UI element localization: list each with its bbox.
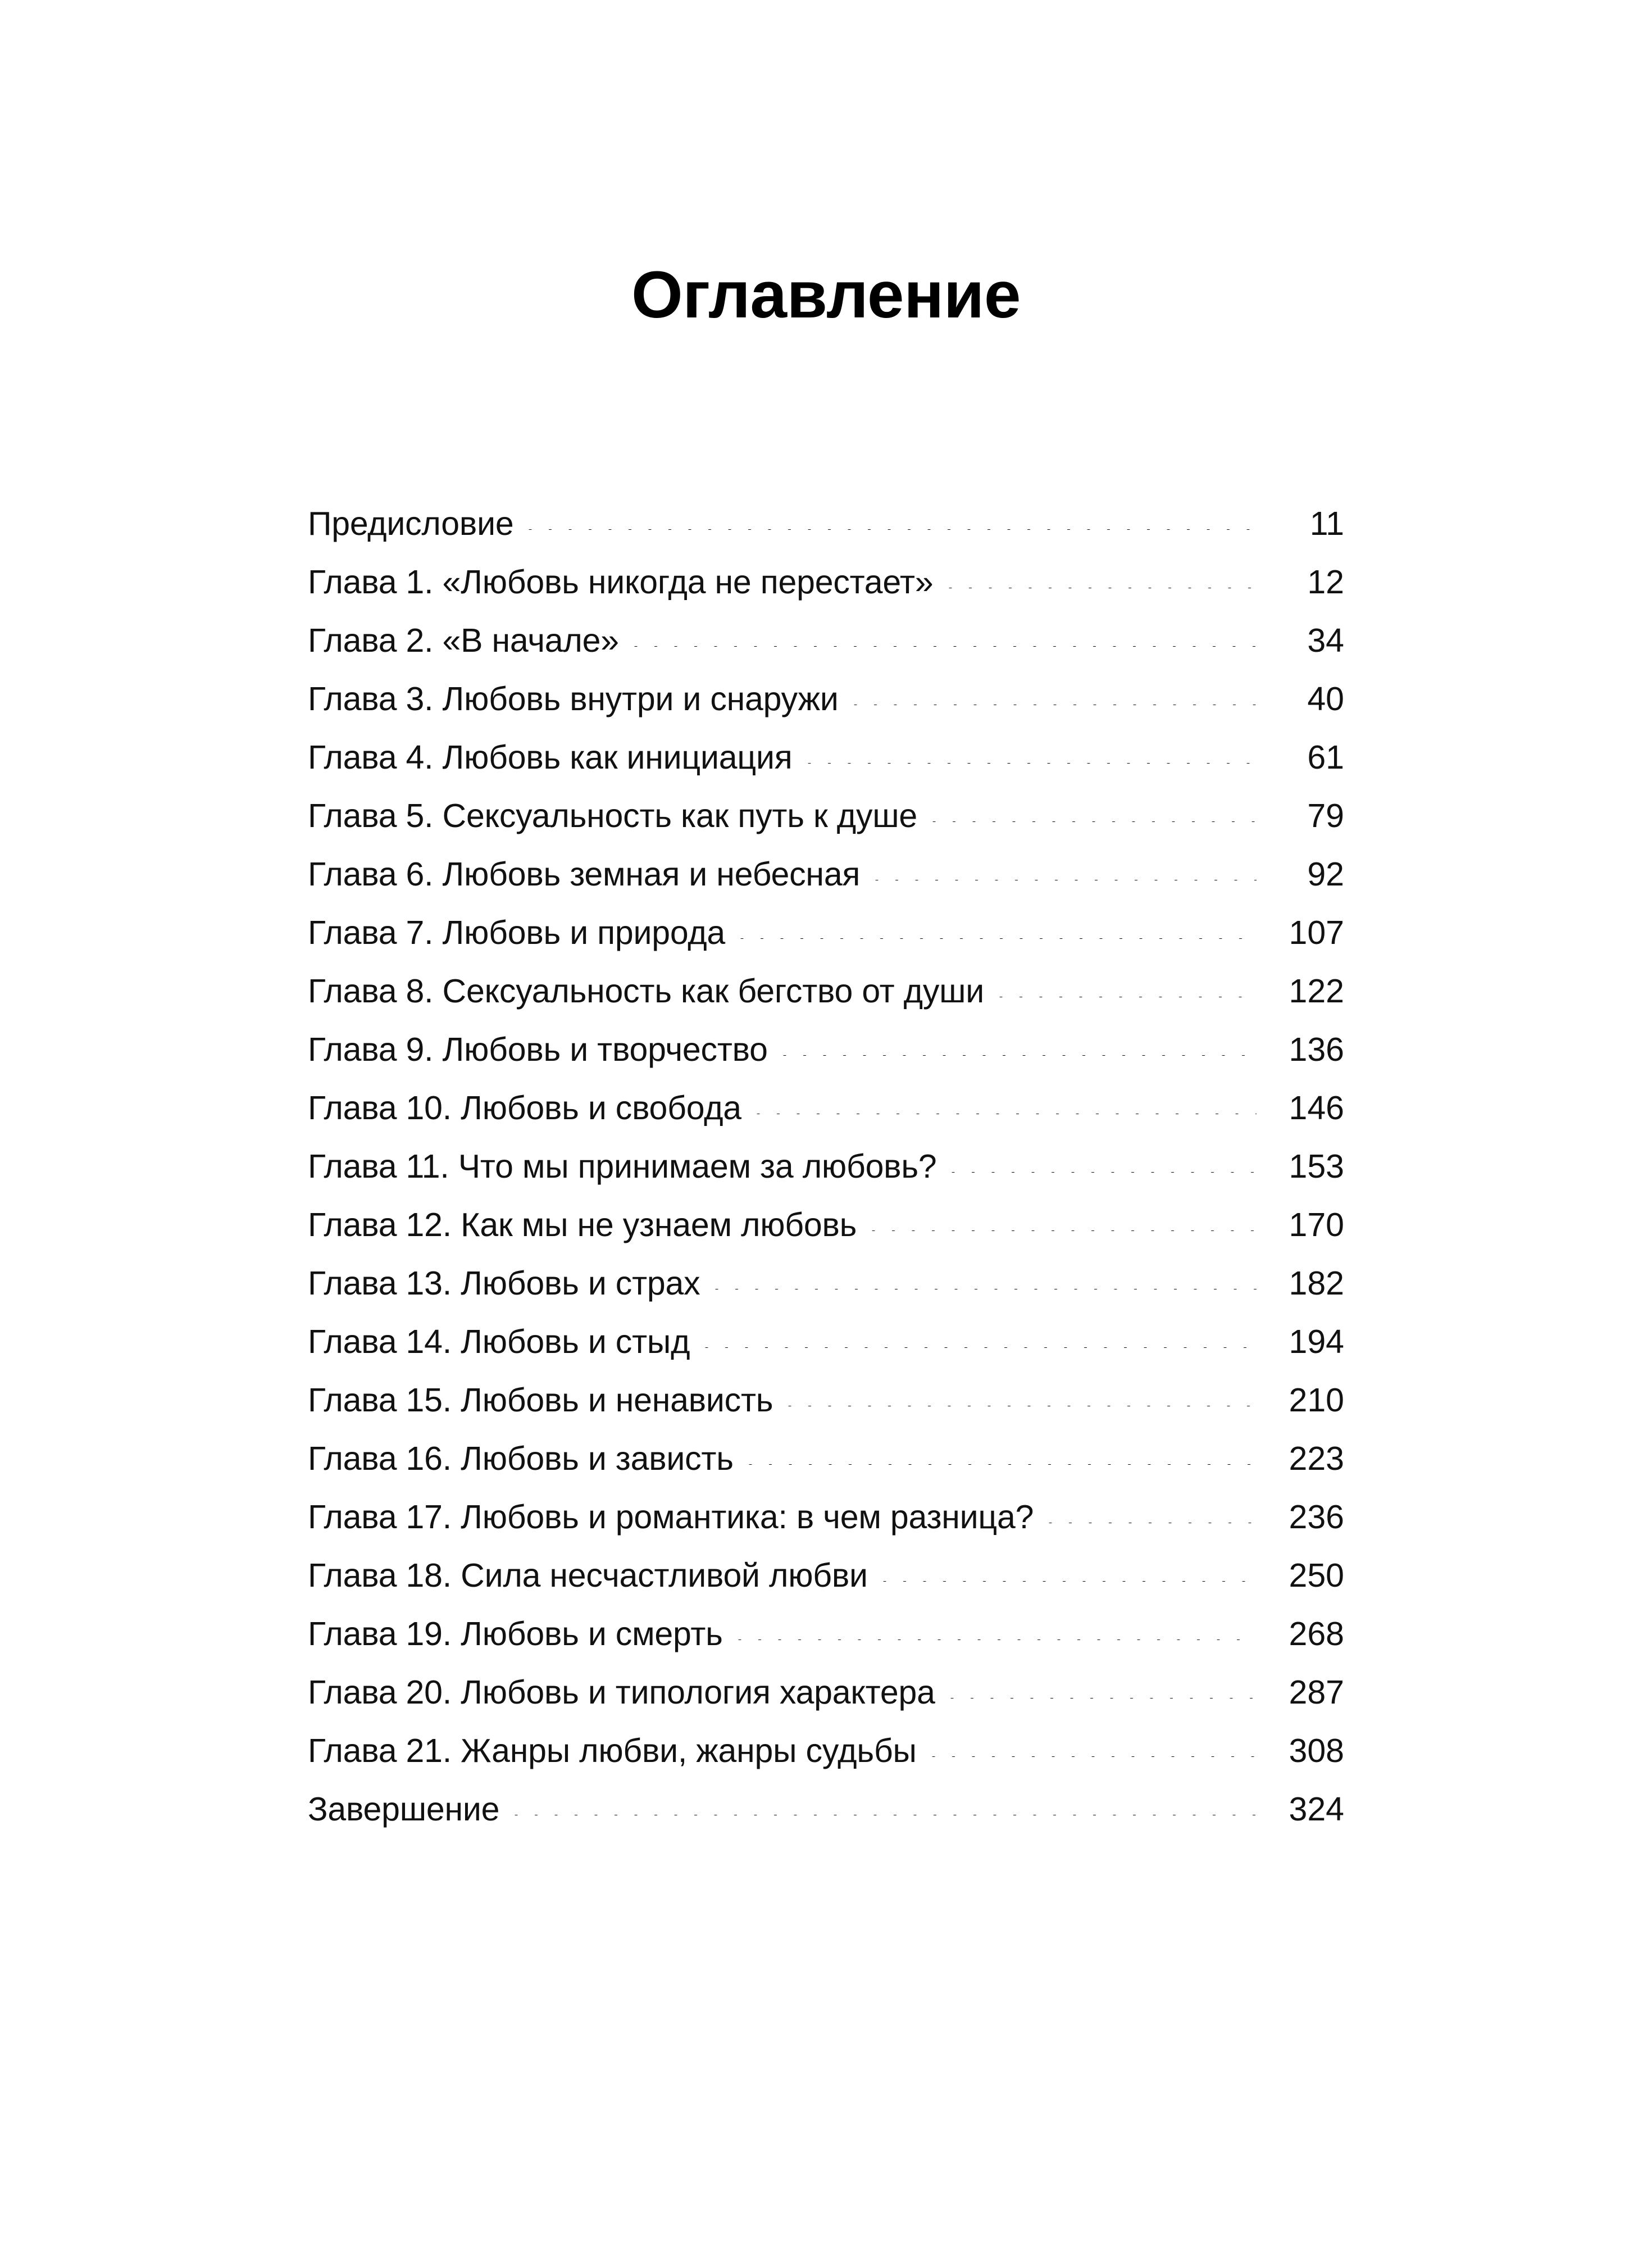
toc-entry-page-number: 34 [1307, 622, 1344, 659]
toc-entry-page-number: 107 [1289, 914, 1344, 951]
toc-entry-page-number: 268 [1289, 1615, 1344, 1652]
toc-dot-leader [932, 821, 1257, 822]
toc-entry-label: Глава 10. Любовь и свобода [308, 1089, 741, 1127]
toc-entry[interactable] [308, 1254, 1344, 1313]
toc-entry-page-number: 170 [1289, 1206, 1344, 1243]
toc-entry-label: Глава 7. Любовь и природа [308, 914, 726, 951]
toc-entry[interactable] [308, 1196, 1344, 1254]
toc-entry[interactable] [308, 1780, 1344, 1838]
toc-entry[interactable] [308, 1371, 1344, 1429]
toc-entry-label: Глава 8. Сексуальность как бегство от души [308, 973, 985, 1010]
toc-entry-label: Глава 3. Любовь внутри и снаружи [308, 680, 839, 717]
toc-entry[interactable] [308, 728, 1344, 787]
toc-entry-page-number: 210 [1289, 1382, 1344, 1419]
toc-entry-page-number: 287 [1289, 1674, 1344, 1711]
toc-entry-label: Глава 16. Любовь и зависть [308, 1440, 734, 1477]
toc-entry[interactable] [308, 1313, 1344, 1371]
toc-entry[interactable] [308, 1020, 1344, 1079]
toc-entry-label: Глава 1. «Любовь никогда не перестает» [308, 564, 934, 601]
toc-entry[interactable] [308, 1546, 1344, 1605]
toc-entry-page-number: 153 [1289, 1148, 1344, 1185]
table-of-contents-list [308, 494, 1344, 1838]
toc-entry[interactable] [308, 1137, 1344, 1196]
toc-dot-leader [740, 938, 1257, 939]
toc-entry-label: Глава 18. Сила несчастливой любви [308, 1557, 868, 1594]
toc-entry[interactable] [308, 1429, 1344, 1488]
toc-entry[interactable] [308, 670, 1344, 728]
toc-entry[interactable] [308, 1079, 1344, 1137]
toc-entry[interactable] [308, 1663, 1344, 1722]
toc-entry-page-number: 12 [1307, 564, 1344, 601]
toc-entry-page-number: 146 [1289, 1089, 1344, 1127]
toc-dot-leader [782, 1055, 1257, 1056]
toc-entry[interactable] [308, 962, 1344, 1020]
toc-entry-label: Глава 6. Любовь земная и небесная [308, 856, 861, 893]
toc-entry-page-number: 79 [1307, 797, 1344, 834]
toc-entry-page-number: 92 [1307, 856, 1344, 893]
toc-entry-label: Глава 19. Любовь и смерть [308, 1615, 723, 1652]
toc-entry[interactable] [308, 553, 1344, 611]
toc-dot-leader [882, 1581, 1257, 1582]
toc-dot-leader [871, 1230, 1257, 1231]
toc-entry-page-number: 194 [1289, 1323, 1344, 1360]
toc-entry-page-number: 308 [1289, 1732, 1344, 1769]
toc-entry-page-number: 11 [1309, 505, 1344, 542]
toc-entry-page-number: 236 [1289, 1498, 1344, 1536]
toc-dot-leader [634, 646, 1257, 647]
toc-entry-label: Глава 11. Что мы принимаем за любовь? [308, 1148, 937, 1185]
toc-entry-page-number: 182 [1289, 1265, 1344, 1302]
toc-entry-page-number: 122 [1289, 973, 1344, 1010]
toc-entry-label: Глава 13. Любовь и страх [308, 1265, 700, 1302]
toc-entry-label: Предисловие [308, 505, 514, 542]
page-title: Оглавление [631, 258, 1021, 332]
toc-entry[interactable] [308, 611, 1344, 670]
toc-entry-page-number: 136 [1289, 1031, 1344, 1068]
toc-entry[interactable] [308, 787, 1344, 845]
toc-entry-page-number: 324 [1289, 1791, 1344, 1828]
toc-entry-label: Глава 2. «В начале» [308, 622, 619, 659]
toc-dot-leader [704, 1347, 1257, 1348]
toc-entry-label: Глава 5. Сексуальность как путь к душе [308, 797, 918, 834]
toc-entry[interactable] [308, 845, 1344, 903]
toc-entry-label: Глава 9. Любовь и творчество [308, 1031, 768, 1068]
toc-entry-page-number: 40 [1307, 680, 1344, 717]
toc-dot-leader [748, 1464, 1257, 1465]
toc-dot-leader [528, 529, 1257, 530]
toc-entry-label: Глава 21. Жанры любви, жанры судьбы [308, 1732, 917, 1769]
toc-entry[interactable] [308, 494, 1344, 553]
toc-entry-label: Завершение [308, 1791, 500, 1828]
toc-dot-leader [931, 1756, 1257, 1757]
toc-entry[interactable] [308, 903, 1344, 962]
toc-entry[interactable] [308, 1488, 1344, 1546]
toc-entry-page-number: 223 [1289, 1440, 1344, 1477]
toc-dot-leader [951, 1172, 1257, 1173]
toc-entry-label: Глава 20. Любовь и типология характера [308, 1674, 935, 1711]
toc-entry-label: Глава 12. Как мы не узнаем любовь [308, 1206, 857, 1243]
toc-entry-page-number: 250 [1289, 1557, 1344, 1594]
toc-dot-leader [950, 1698, 1257, 1699]
toc-entry-page-number: 61 [1307, 739, 1344, 776]
toc-entry[interactable] [308, 1722, 1344, 1780]
toc-entry-label: Глава 14. Любовь и стыд [308, 1323, 690, 1360]
toc-entry-label: Глава 4. Любовь как инициация [308, 739, 793, 776]
toc-dot-leader [807, 763, 1257, 764]
toc-entry-label: Глава 17. Любовь и романтика: в чем разница? [308, 1498, 1034, 1536]
toc-entry-label: Глава 15. Любовь и ненависть [308, 1382, 773, 1419]
toc-entry[interactable] [308, 1605, 1344, 1663]
